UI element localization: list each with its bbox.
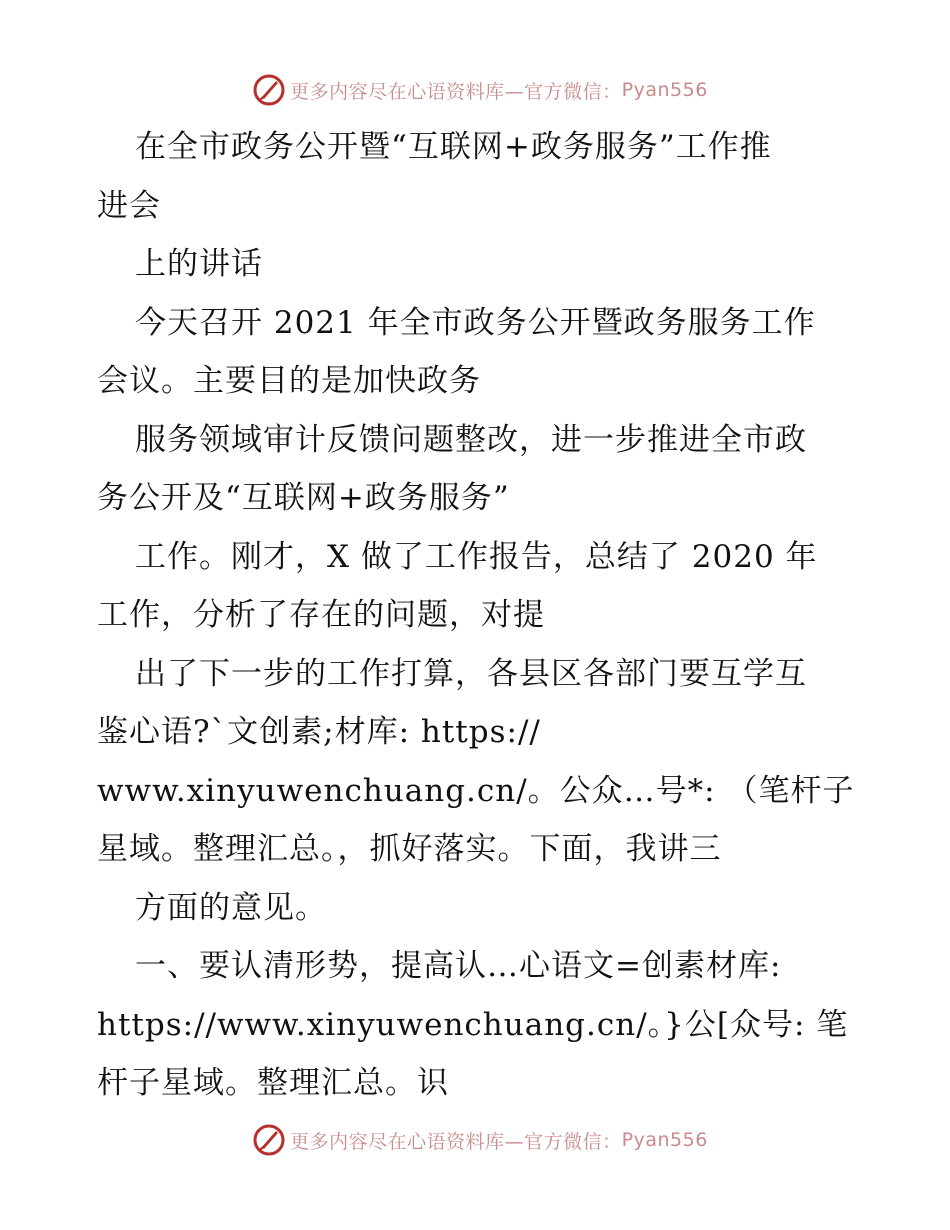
text-line: 服务领域审计反馈问题整改，进一步推进全市政 <box>135 421 807 458</box>
document-body <box>97 118 857 1113</box>
footer-watermark <box>0 1120 950 1160</box>
header-watermark-handle: Pyan556 <box>621 79 708 101</box>
text-line: www.xinyuwenchuang.cn/。公众…号*: （笔杆子 <box>97 772 855 809</box>
header-watermark <box>0 70 950 110</box>
text-line: 在全市政务公开暨“互联网+政务服务”工作推 <box>135 129 772 165</box>
footer-watermark-text: 更多内容尽在心语资料库—官方微信： <box>290 1130 622 1153</box>
quill-logo-icon <box>252 1123 286 1157</box>
text-line: 出了下一步的工作打算，各县区各部门要互学互 <box>135 655 807 692</box>
text-line: 一、要认清形势，提高认…心语文=创素材库: <box>135 948 782 984</box>
text-line: 鉴心语?`文创素;材库: https:// <box>97 714 541 750</box>
text-line: 星域。整理汇总。，抓好落实。下面，我讲三 <box>97 831 722 867</box>
quill-logo-icon <box>252 73 286 107</box>
text-line: 今天召开 2021 年全市政务公开暨政务服务工作 <box>135 304 816 341</box>
text-line: 方面的意见。 <box>135 889 327 926</box>
text-line: 会议。主要目的是加快政务 <box>97 363 481 399</box>
text-line: https://www.xinyuwenchuang.cn/。}公[众号: 笔 <box>97 1006 849 1043</box>
header-watermark-text: 更多内容尽在心语资料库—官方微信： <box>290 80 622 103</box>
footer-watermark-handle: Pyan556 <box>621 1129 708 1151</box>
text-line: 进会 <box>97 187 161 224</box>
text-line: 工作。刚才，X 做了工作报告，总结了 2020 年 <box>135 538 818 575</box>
text-line: 务公开及“互联网+政务服务” <box>97 480 510 516</box>
text-line: 上的讲话 <box>135 246 263 282</box>
text-line: 工作，分析了存在的问题，对提 <box>97 597 545 633</box>
text-line: 杆子星域。整理汇总。识 <box>97 1065 449 1101</box>
